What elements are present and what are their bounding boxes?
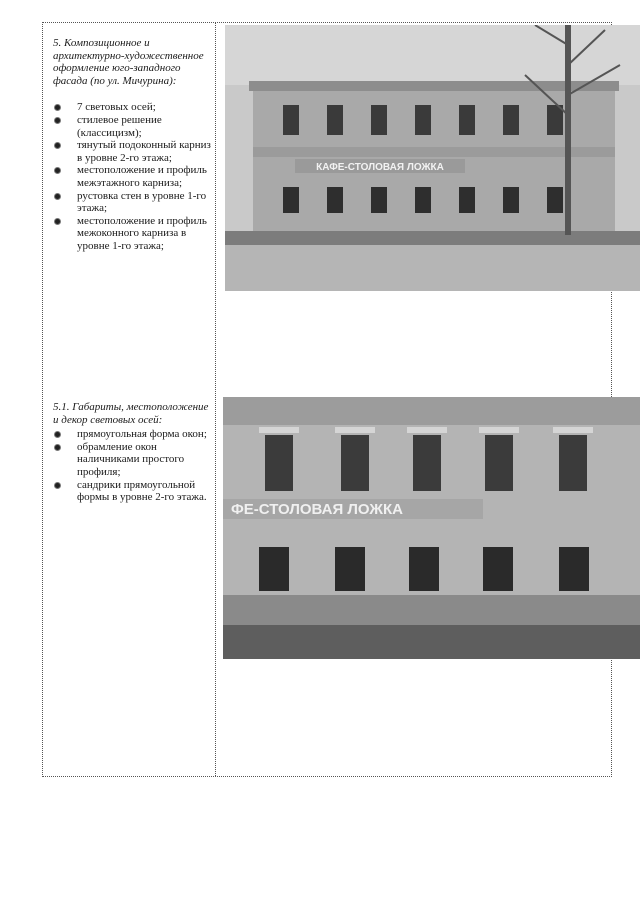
list-item — [53, 101, 213, 114]
list-item — [53, 190, 213, 215]
list-item-text: сандрики прямоугольной формы в уровне 2-го этажа. — [77, 478, 207, 504]
bullet-icon — [55, 194, 60, 199]
facade-photo-1 — [225, 25, 640, 291]
list-item — [53, 139, 213, 164]
list-item-text: прямоугольная форма окон; — [77, 428, 207, 441]
list-item — [53, 215, 213, 253]
section-5-1 — [53, 401, 213, 504]
document-table — [42, 22, 612, 777]
list-item-text: рустовка стен в уровне 1-го этажа; — [77, 189, 207, 215]
section-5-1-heading: 5.1. Габариты, местоположение и декор световых осей: — [53, 401, 209, 426]
list-item — [53, 441, 213, 479]
section-5-1-list — [53, 428, 213, 504]
list-item-text: стилевое решение (классицизм); — [77, 113, 162, 139]
facade-photo-2 — [223, 397, 640, 659]
list-item-text: тянутый подоконный карниз в уровне 2-го этажа; — [77, 139, 211, 164]
list-item — [53, 479, 213, 504]
list-item-text: обрамление окон наличниками простого профиля; — [77, 440, 185, 478]
bullet-icon — [55, 143, 60, 148]
bullet-icon — [55, 432, 60, 437]
photo-1-sign: КАФЕ-СТОЛОВАЯ ЛОЖКА — [316, 162, 444, 173]
bullet-icon — [55, 219, 60, 224]
description-column — [43, 23, 215, 776]
bullet-icon — [55, 168, 60, 173]
section-5-heading: 5. Композиционное и архитектурно-художественное оформление юго-западного фасада (по ул. Мичурина): — [53, 37, 204, 87]
bullet-icon — [55, 118, 60, 123]
list-item-text: местоположение и профиль межоконного карниза в уровне 1-го этажа; — [77, 214, 207, 252]
section-5 — [53, 37, 213, 253]
bullet-icon — [55, 445, 60, 450]
bullet-icon — [55, 105, 60, 110]
list-item-text: местоположение и профиль межэтажного карниза; — [77, 164, 207, 189]
photo-2-sign: ФЕ-СТОЛОВАЯ ЛОЖКА — [231, 501, 403, 518]
facade-photo-2-image — [223, 397, 640, 659]
list-item-text: 7 световых осей; — [77, 101, 156, 114]
facade-photo-1-image — [225, 25, 640, 291]
list-item — [53, 428, 213, 441]
section-5-list — [53, 101, 213, 252]
list-item — [53, 164, 213, 189]
column-divider — [215, 23, 216, 776]
list-item — [53, 114, 213, 139]
bullet-icon — [55, 483, 60, 488]
